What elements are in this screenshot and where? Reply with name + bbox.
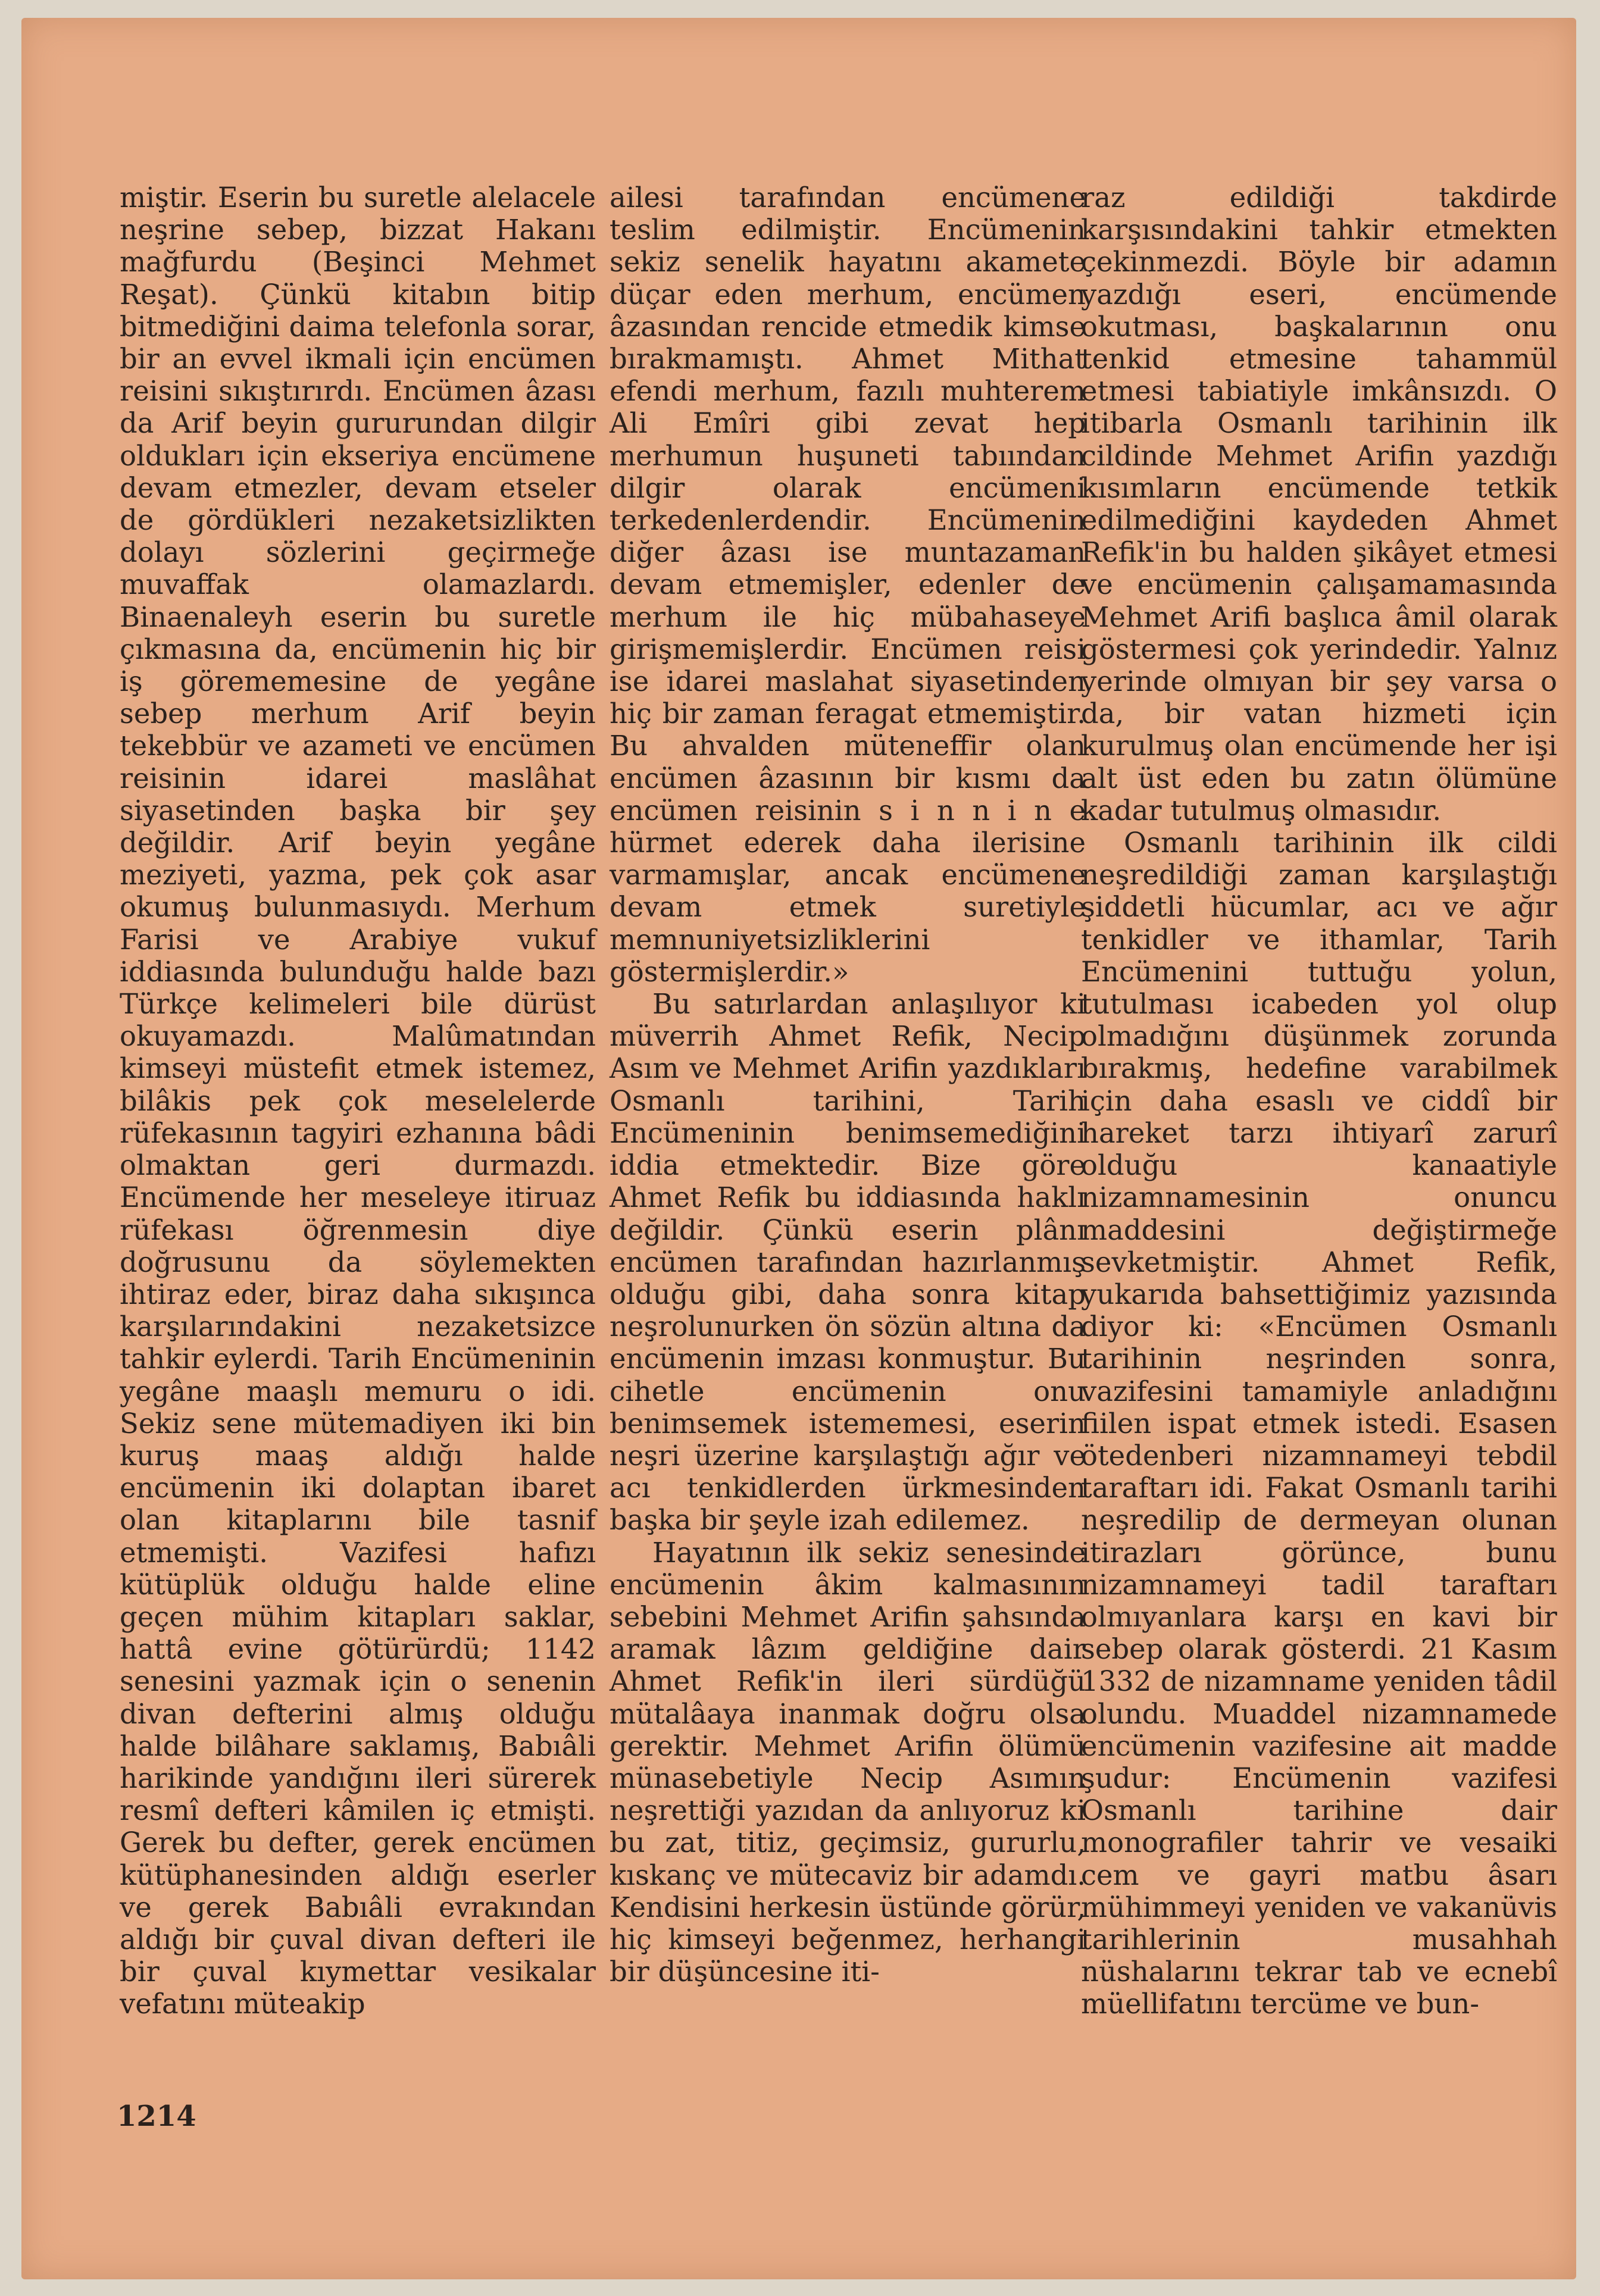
paragraph: miştir. Eserin bu suretle alelacele neşrine sebep, bizzat Hakanı mağfurdu (Beşinci Mehmet Reşat). Çünkü kitabın bitip bitmediğini daima telefonla sorar, bir an evvel ikmali için encümen reisini sıkıştırırdı. Encümen âzası da Arif beyin gururundan dilgir oldukları için ekseriya encümene devam etmezler, devam etseler de gördükleri nezaketsizlikten dolayı sözlerini geçirmeğe muvaffak olamazlardı. Binaenaleyh eserin bu suretle çıkmasına da, encümenin hiç bir iş görememesine de yegâne sebep merhum Arif beyin tekebbür ve azameti ve encümen reisinin idarei maslâhat siyasetinden başka bir şey değildir. Arif beyin yegâne meziyeti, yazma, pek çok asar okumuş bulunmasıydı. Merhum Farisi ve Arabiye vukuf iddiasında bulunduğu halde bazı Türkçe kelimeleri bile dürüst okuyamazdı. Malûmatından kimseyi müstefit etmek istemez, bilâkis pek çok meselelerde rüfekasının tagyiri ezhanına bâdi olmaktan geri durmazdı. Encümende her meseleye itiruaz rüfekası öğrenmesin diye doğrusunu da söylemekten ihtiraz eder, biraz daha sıkışınca karşılarındakini nezaketsizce tahkir eylerdi. Tarih Encümeninin yegâne maaşlı memuru o idi. Sekiz sene mütemadiyen iki bin kuruş maaş aldığı halde encümenin iki dolaptan ibaret olan kitaplarını bile tasnif etmemişti. Vazifesi hafızı kütüplük olduğu halde eline geçen mühim kitapları saklar, hattâ evine götürürdü; 1142 senesini yazmak için o senenin divan defterini almış olduğu halde bilâhare saklamış, Babıâli harikinde yandığını ileri sürerek resmî defteri kâmilen iç etmişti. Gerek bu defter, gerek encümen kütüphanesinden aldığı eserler ve gerek Babıâli evrakından aldığı bir çuval divan defteri ile bir çuval kıymettar vesikalar vefatını müteakip xyxy=(120,182,596,2020)
page-number: 1214 xyxy=(117,2100,196,2133)
paragraph: raz edildiği takdirde karşısındakini tahkir etmekten çekinmezdi. Böyle bir adamın yazdığı eseri, encümende okutması, başkalarının onu tenkid etmesine tahammül etmesi tabiatiyle imkânsızdı. O itibarla Osmanlı tarihinin ilk cildinde Mehmet Arifin yazdığı kısımların encümende tetkik edilmediğini kaydeden Ahmet Refik'in bu halden şikâyet etmesi ve encümenin çalışamamasında Mehmet Arifi başlıca âmil olarak göstermesi çok yerindedir. Yalnız yerinde olmıyan bir şey varsa o da, bir vatan hizmeti için kurulmuş olan encümende her işi alt üst eden bu zatın ölümüne kadar tutulmuş olmasıdır. xyxy=(1081,182,1557,827)
paragraph: Bu satırlardan anlaşılıyor ki müverrih Ahmet Refik, Necip Asım ve Mehmet Arifin yazdıkları Osmanlı tarihini, Tarih Encümeninin benimsemediğini iddia etmektedir. Bize göre Ahmet Refik bu iddiasında haklı değildir. Çünkü eserin plânı encümen tarafından hazırlanmış olduğu gibi, daha sonra kitap neşrolunurken ön sözün altına da encümenin imzası konmuştur. Bu cihetle encümenin onu benimsemek istememesi, eserin neşri üzerine karşılaştığı ağır ve acı tenkidlerden ürkmesinden başka bir şeyle izah edilemez. xyxy=(610,988,1086,1537)
paragraph: ailesi tarafından encümene teslim edilmiştir. Encümenin sekiz senelik hayatını akamete düçar eden merhum, encümen âzasından rencide etmedik kimse bırakmamıştı. Ahmet Mithat efendi merhum, fazılı muhterem Ali Emîri gibi zevat hep merhumun huşuneti tabıından dilgir olarak encümeni terkedenlerdendir. Encümenin diğer âzası ise muntazaman devam etmemişler, edenler de merhum ile hiç mübahaseye girişmemişlerdir. Encümen reisi ise idarei maslahat siyasetinden hiç bir zaman feragat etmemiştir. Bu ahvalden müteneffir olan encümen âzasının bir kısmı da encümen reisinin s i n n i n e hürmet ederek daha ilerisine varmamışlar, ancak encümene devam etmek suretiyle memnuniyetsizliklerini göstermişlerdir.» xyxy=(610,182,1086,988)
text-column-3 xyxy=(1081,182,1557,2020)
paragraph: Osmanlı tarihinin ilk cildi neşredildiği zaman karşılaştığı şiddetli hücumlar, acı ve ağır tenkidler ve ithamlar, Tarih Encümenini tuttuğu yolun, tutulması icabeden yol olup olmadığını düşünmek zorunda bırakmış, hedefine varabilmek için daha esaslı ve ciddî bir hareket tarzı ihtiyarî zarurî olduğu kanaatiyle nizamnamesinin onuncu maddesini değiştirmeğe sevketmiştir. Ahmet Refik, yukarıda bahsettiğimiz yazısında diyor ki: «Encümen Osmanlı tarihinin neşrinden sonra, vazifesini tamamiyle anladığını fiilen ispat etmek istedi. Esasen ötedenberi nizamnameyi tebdil taraftarı idi. Fakat Osmanlı tarihi neşredilip de dermeyan olunan itirazları görünce, bunu nizamnameyi tadil taraftarı olmıyanlara karşı en kavi bir sebep olarak gösterdi. 21 Kasım 1332 de nizamname yeniden tâdil olundu. Muaddel nizamnamede encümenin vazifesine ait madde şudur: Encümenin vazifesi Osmanlı tarihine dair monografiler tahrir ve vesaiki cem ve gayri matbu âsarı mühimmeyi yeniden ve vakanüvis tarihlerinin musahhah nüshalarını tekrar tab ve ecnebî müellifatını tercüme ve bun- xyxy=(1081,827,1557,2020)
page xyxy=(21,18,1576,2279)
text-column-1 xyxy=(120,182,596,2020)
text-column-2 xyxy=(610,182,1086,1988)
paragraph: Hayatının ilk sekiz senesinde encümenin âkim kalmasının sebebini Mehmet Arifin şahsında aramak lâzım geldiğine dair Ahmet Refik'in ileri sürdüğü mütalâaya inanmak doğru olsa gerektir. Mehmet Arifin ölümü münasebetiyle Necip Asımın neşrettiği yazıdan da anlıyoruz ki bu zat, titiz, geçimsiz, gururlu, kıskanç ve mütecaviz bir adamdı. Kendisini herkesin üstünde görür, hiç kimseyi beğenmez, herhangi bir düşüncesine iti- xyxy=(610,1536,1086,1988)
